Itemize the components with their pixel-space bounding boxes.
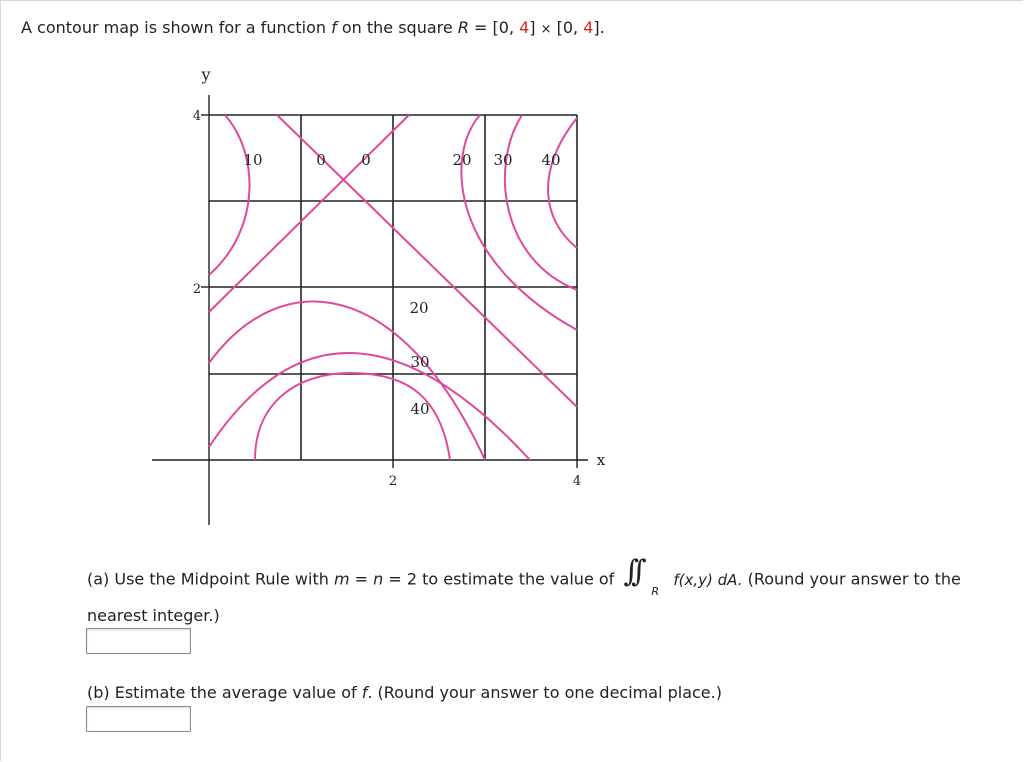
contour-40-top-right: [548, 118, 577, 248]
contour-label: 30: [410, 353, 430, 371]
interval-bound-y: 4: [583, 18, 594, 37]
contour-label: 40: [410, 400, 430, 418]
part-a-question-line2: nearest integer.): [87, 606, 220, 625]
function-name-b: f: [361, 683, 368, 702]
contour-10-top-left: [209, 115, 250, 275]
contour-20-middle: [209, 302, 485, 460]
integral-symbol: ∫∫: [623, 554, 639, 589]
contour-30-middle: [209, 353, 530, 460]
intro-text: A contour map is shown for a function: [21, 18, 332, 37]
interval-bound-x: 4: [519, 18, 530, 37]
x-tick-4: 4: [572, 474, 582, 489]
x-tick-2: 2: [388, 474, 398, 489]
region-name: R: [457, 18, 469, 37]
middle-contour-labels: [409, 299, 429, 418]
y-tick-2: 2: [192, 282, 202, 297]
part-b-prefix: (b) Estimate the average value of: [87, 683, 362, 702]
part-a-suffix: (Round your answer to the: [742, 569, 961, 589]
part-a-question: [87, 554, 961, 600]
intro-interval-close: ]: [529, 18, 541, 37]
intro-interval-open: = [0,: [468, 18, 520, 37]
problem-statement: [21, 18, 605, 37]
part-b-question: [87, 683, 722, 702]
y-axis-label: y: [201, 65, 211, 84]
contour-label: 0: [361, 151, 371, 169]
part-a-answer-input[interactable]: [86, 628, 191, 654]
contour-label: 10: [243, 151, 263, 169]
top-contour-labels: [243, 151, 560, 169]
part-a-mid: = 2 to estimate the value of: [383, 569, 615, 589]
intro-text-mid: on the square: [336, 18, 458, 37]
contour-map: [150, 60, 620, 530]
double-integral: [621, 554, 671, 600]
contour-20-top-right: [461, 115, 577, 330]
y-tick-4: 4: [192, 109, 202, 124]
grid: [209, 115, 577, 460]
contour-label: 0: [316, 151, 326, 169]
part-b-suffix: . (Round your answer to one decimal place.): [367, 683, 722, 702]
part-b-answer-input[interactable]: [86, 706, 191, 732]
var-n: n: [373, 569, 384, 589]
function-name: f: [331, 18, 337, 37]
x-axis-label: x: [596, 451, 606, 469]
var-m: m: [333, 569, 350, 589]
contour-label: 20: [452, 151, 472, 169]
intro-interval-open-2: [0,: [551, 18, 584, 37]
equals-text: =: [349, 569, 374, 589]
integral-region: R: [651, 585, 660, 598]
contour-30-top-right: [505, 115, 577, 290]
times-symbol: ×: [540, 22, 552, 37]
contour-label: 40: [541, 151, 561, 169]
contour-label: 20: [409, 299, 429, 317]
part-a-prefix: (a) Use the Midpoint Rule with: [87, 569, 334, 589]
integrand: f(x,y) dA.: [673, 571, 743, 589]
intro-end: ].: [593, 18, 605, 37]
contour-label: 30: [493, 151, 513, 169]
